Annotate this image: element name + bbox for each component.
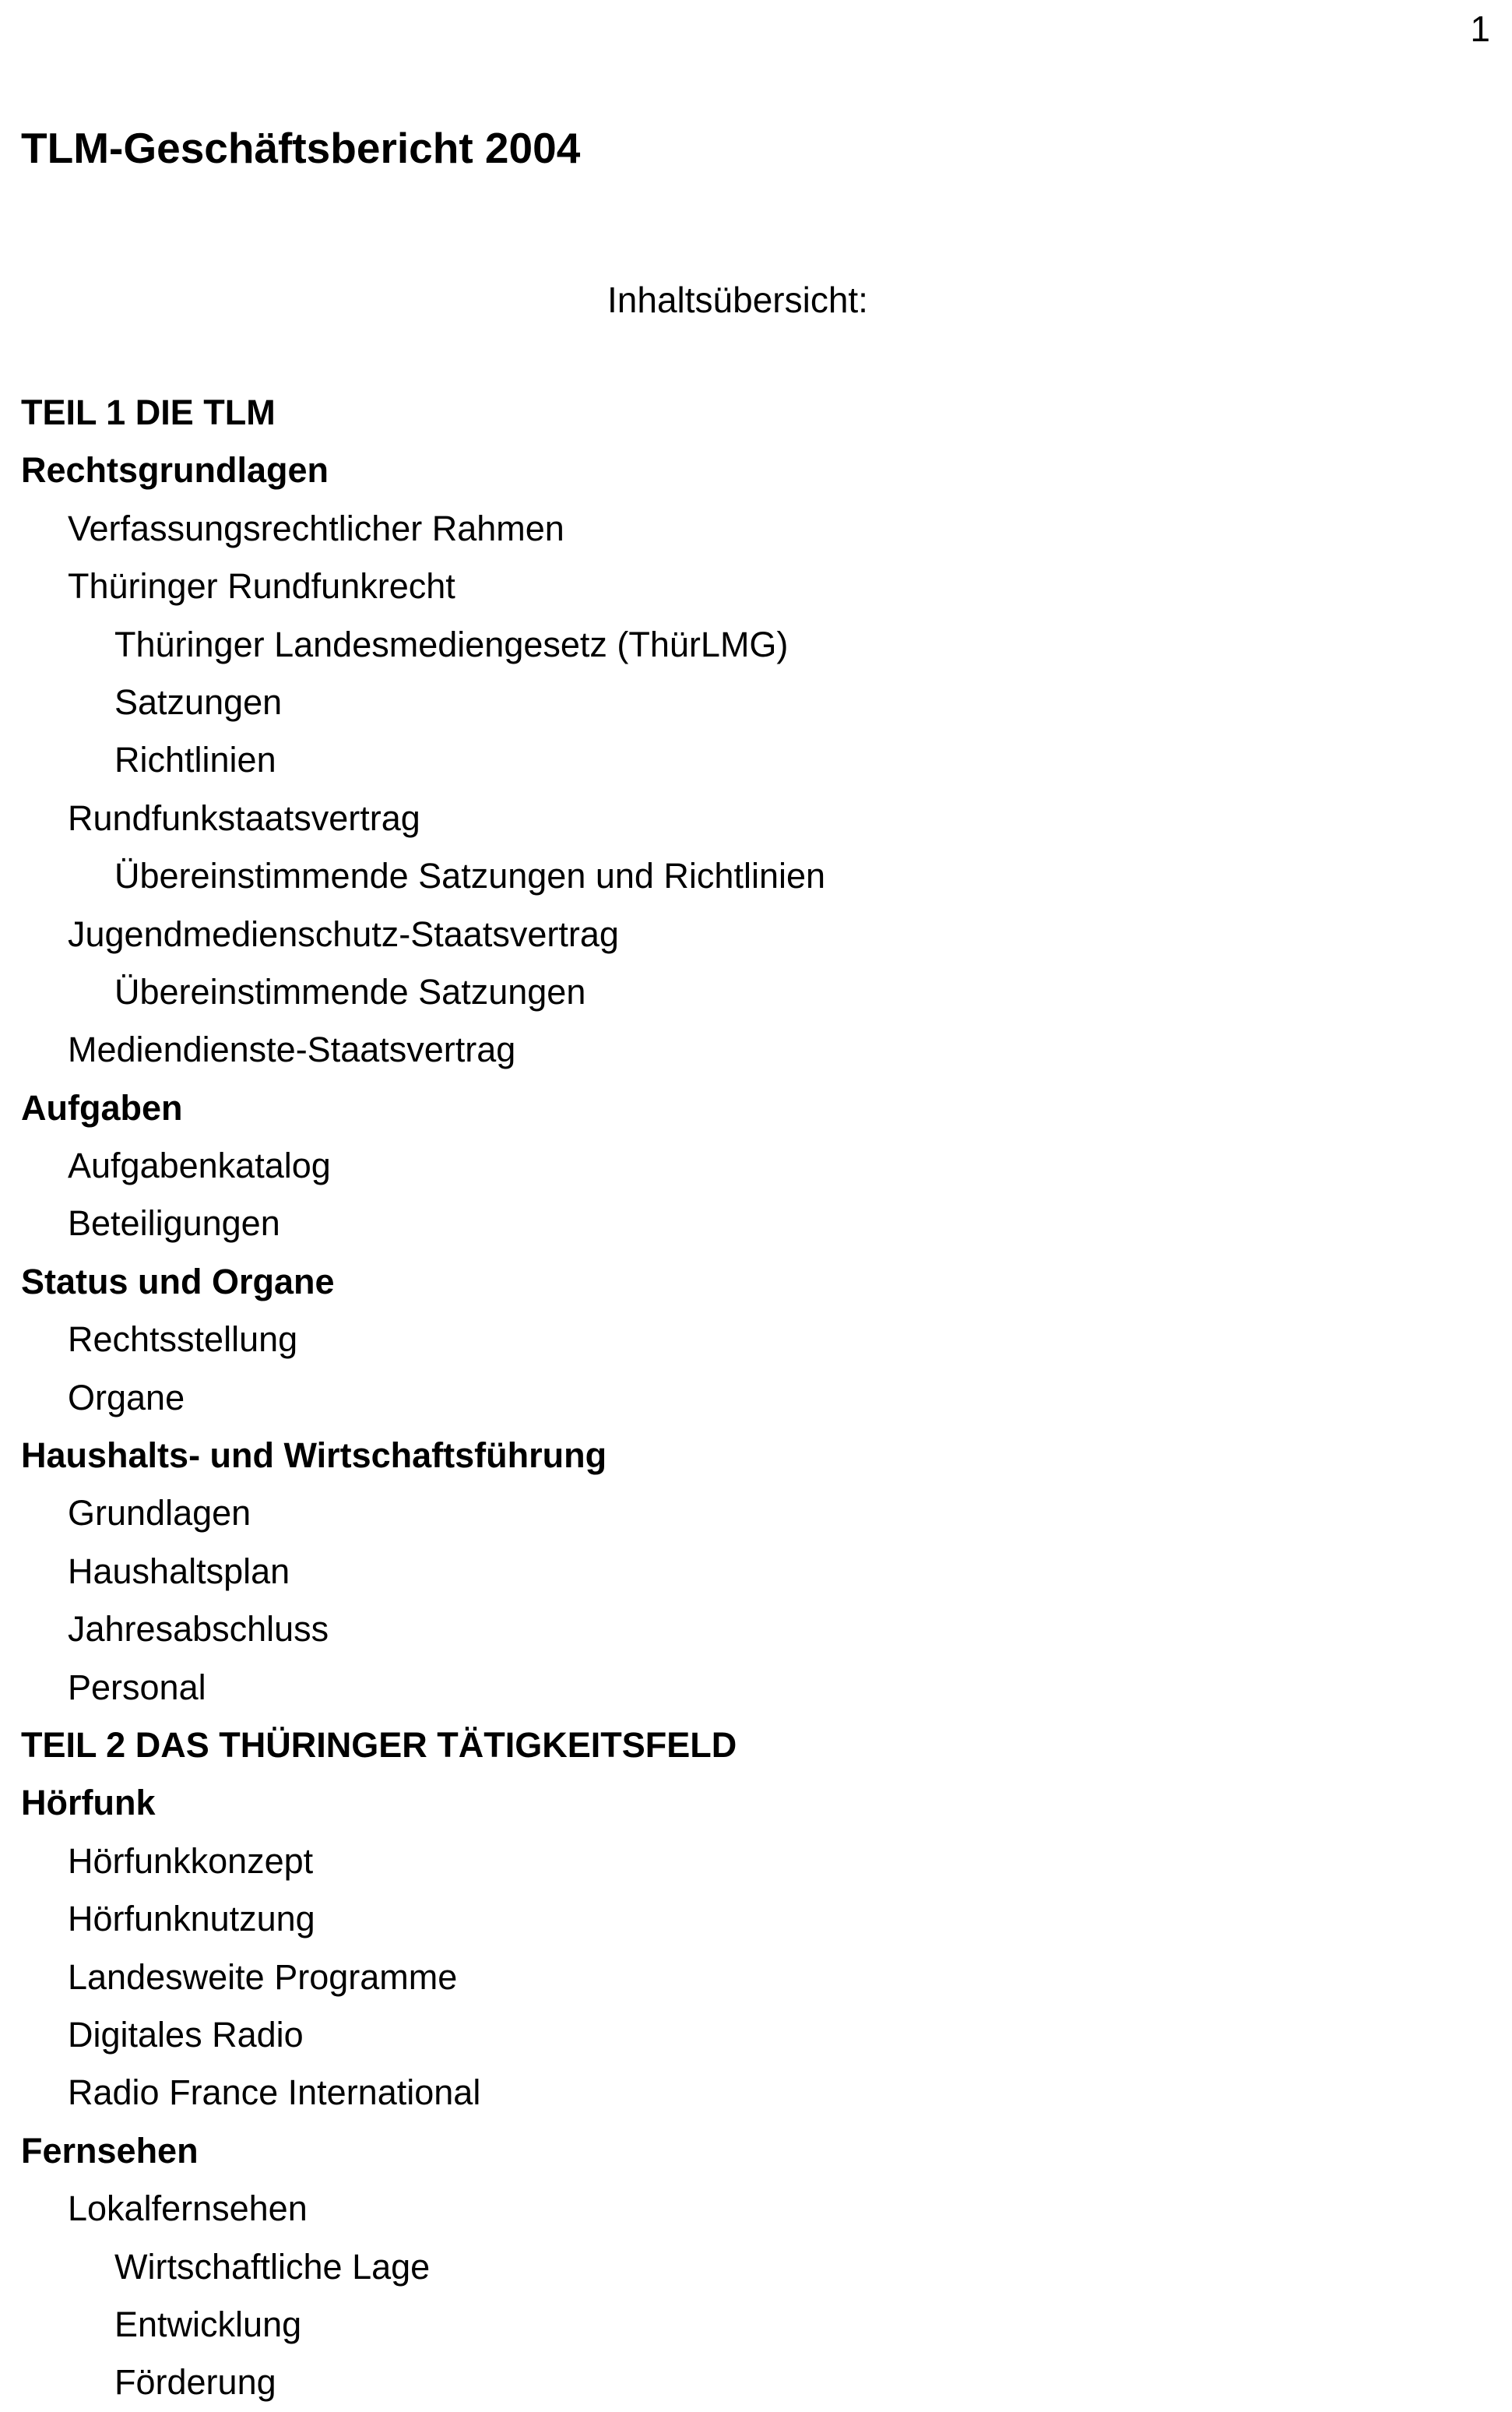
toc-entry: Grundlagen bbox=[68, 1493, 251, 1533]
table-of-contents bbox=[21, 384, 825, 2412]
toc-entry: TEIL 2 DAS THÜRINGER TÄTIGKEITSFELD bbox=[21, 1724, 737, 1765]
toc-entry: Beteiligungen bbox=[68, 1203, 280, 1244]
toc-entry: Verfassungsrechtlicher Rahmen bbox=[68, 508, 564, 548]
toc-entry: Thüringer Landesmediengesetz (ThürLMG) bbox=[114, 624, 789, 664]
toc-entry: Status und Organe bbox=[21, 1261, 335, 1301]
toc-entry: Personal bbox=[68, 1667, 206, 1707]
toc-entry: Richtlinien bbox=[114, 740, 276, 780]
toc-entry: Satzungen bbox=[114, 681, 283, 722]
document-title: TLM-Geschäftsbericht 2004 bbox=[21, 124, 581, 172]
toc-entry: Rundfunkstaatsvertrag bbox=[68, 798, 420, 838]
toc-entry: Hörfunkkonzept bbox=[68, 1840, 314, 1881]
toc-entry: Wirtschaftliche Lage bbox=[114, 2246, 431, 2287]
toc-entry: Übereinstimmende Satzungen bbox=[114, 971, 586, 1012]
page-number: 1 bbox=[1470, 9, 1490, 49]
toc-entry: Thüringer Rundfunkrecht bbox=[68, 566, 455, 607]
toc-entry: Jahresabschluss bbox=[68, 1609, 329, 1650]
toc-entry: Förderung bbox=[114, 2362, 276, 2403]
toc-entry: Entwicklung bbox=[114, 2304, 302, 2344]
toc-entry: Lokalfernsehen bbox=[68, 2188, 308, 2229]
toc-entry: Radio France International bbox=[68, 2072, 481, 2113]
toc-entry: Jugendmedienschutz-Staatsvertrag bbox=[68, 914, 619, 954]
toc-entry: Aufgaben bbox=[21, 1087, 183, 1128]
toc-entry: Fernsehen bbox=[21, 2130, 199, 2171]
toc-entry: Landesweite Programme bbox=[68, 1956, 458, 1997]
toc-entry: Aufgabenkatalog bbox=[68, 1146, 331, 1186]
toc-entry: Hörfunk bbox=[21, 1783, 156, 1823]
toc-entry: Haushaltsplan bbox=[68, 1551, 290, 1591]
toc-entry: Digitales Radio bbox=[68, 2014, 304, 2055]
toc-entry: TEIL 1 DIE TLM bbox=[21, 393, 276, 432]
toc-heading: Inhaltsübersicht: bbox=[607, 280, 868, 320]
toc-entry: Mediendienste-Staatsvertrag bbox=[68, 1030, 516, 1070]
toc-entry: Rechtsstellung bbox=[68, 1319, 298, 1360]
toc-entry: Hörfunknutzung bbox=[68, 1899, 315, 1939]
toc-entry: Übereinstimmende Satzungen und Richtlinien bbox=[114, 856, 826, 896]
toc-entry: Rechtsgrundlagen bbox=[21, 450, 329, 491]
toc-entry: Organe bbox=[68, 1377, 185, 1417]
toc-entry: Haushalts- und Wirtschaftsführung bbox=[21, 1435, 607, 1476]
